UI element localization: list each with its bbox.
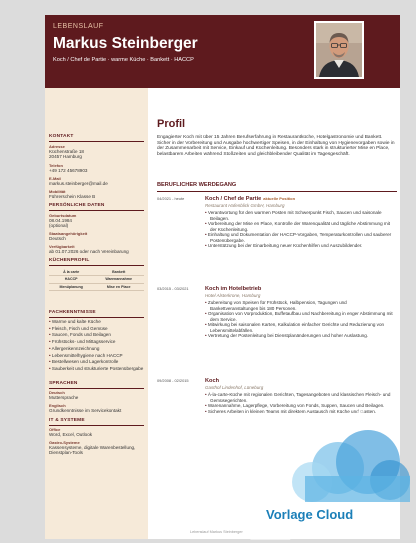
job-title: Koch im Hotelbetrieb — [205, 285, 262, 292]
job-company: Hotel Alsterkrone, Hamburg — [205, 293, 261, 298]
job-company: Restaurant Hafenblick GmbH, Hamburg — [205, 203, 285, 208]
watermark-brand: Vorlage Cloud — [266, 507, 354, 522]
gastro-systems-value: Kassensysteme, digitale Warenbestellung, Dienstplan-Tools — [49, 445, 136, 456]
experience-heading: BERUFLICHER WERDEGANG — [157, 182, 237, 188]
list-item: • À-la-carte-Küche mit regionalen Gerichten, Tagesangeboten und klassischen Fleisch- und Gemüsegerichten. — [205, 392, 395, 403]
divider — [49, 317, 144, 318]
list-item: • Saucen, Fonds und Beilagen — [49, 332, 143, 339]
job-bullets — [205, 300, 395, 339]
list-item: • Einhaltung und Dokumentation der HACCP-Vorgaben, Temperaturkontrollen und sauberer Postenübergabe. — [205, 232, 395, 243]
personal-data-heading: PERSÖNLICHE DATEN — [49, 203, 105, 208]
page-footer: Lebenslauf Markus Steinberger — [190, 530, 243, 534]
sidebar — [45, 88, 148, 539]
list-item: • Warenannahme, Lagerpflege, Vorbereitung von Fonds, Suppen, Saucen und Beilagen. — [205, 403, 395, 409]
divider — [49, 141, 144, 142]
resume-header — [45, 15, 400, 88]
table-cell: HACCP — [49, 276, 93, 284]
table-row — [49, 276, 144, 284]
list-item: • Frühstücks- und Mittagsservice — [49, 339, 143, 346]
divider — [49, 265, 144, 266]
list-item: • Warme und kalte Küche — [49, 319, 143, 326]
address-value: Küchenstraße 18 20457 Hamburg — [49, 149, 84, 160]
skills-heading: FACHKENNTNISSE — [49, 310, 96, 315]
table-cell: À la carte — [49, 268, 93, 276]
gastro-systems-label: Gastro-Systeme — [49, 440, 80, 445]
table-cell: Bankett — [93, 268, 144, 276]
table-cell: Menüplanung — [49, 283, 93, 291]
table-cell: Mise en Place — [93, 283, 144, 291]
job-bullets — [205, 210, 395, 249]
list-item: • Lebensmittelhygiene nach HACCP — [49, 353, 143, 360]
contact-heading: KONTAKT — [49, 134, 74, 139]
list-item: • Vertretung der Postenleitung bei Dienstplanänderungen und hoher Auslastung. — [205, 333, 395, 339]
candidate-tagline: Koch / Chef de Partie · warme Küche · Bankett · HACCP — [53, 57, 194, 63]
divider — [49, 425, 144, 426]
table-row — [49, 268, 144, 276]
job-date: 09/2008 - 02/2015 — [157, 378, 189, 383]
job-title — [205, 196, 295, 202]
list-item: • Verantwortung für den warmen Posten mit Schwerpunkt Fisch, Saucen und saisonale Beilagen. — [205, 210, 395, 221]
list-item: • Fleisch, Fisch und Gemüse — [49, 326, 143, 333]
profile-title: Profil — [157, 118, 186, 130]
mobility-value: Führerschein Klasse B — [49, 194, 96, 199]
list-item: • Organisation von Vorproduktion, Buffetaufbau und Nachbereitung in enger Abstimmung mit dem Service. — [205, 311, 395, 322]
list-item: • Allergenkennzeichnung — [49, 346, 143, 353]
job-date: 03/2015 - 03/2021 — [157, 286, 189, 291]
languages-heading: SPRACHEN — [49, 381, 78, 386]
english-label: Englisch — [49, 403, 66, 408]
office-label: Office — [49, 427, 61, 432]
english-value: Grundkenntnisse im Servicekontakt — [49, 408, 122, 413]
availability-value: ab 01.07.2026 oder nach Vereinbarung — [49, 249, 129, 254]
mobility-label: Mobilität — [49, 189, 66, 194]
email-value: markus.steinberger@mail.de — [49, 181, 108, 186]
job-date: 04/2021 - heute — [157, 196, 185, 201]
list-item: • Mitwirkung bei saisonalen Karten, Kalkulation einfacher Gerichte und Reduzierung von Lebensmittelabfällen. — [205, 322, 395, 333]
skills-list — [49, 319, 143, 373]
list-item: • Vorbereitung der Mise en Place, Kontrolle der Warenqualität und tägliche Abstimmung mit der Küchenleitung. — [205, 221, 395, 232]
kitchen-profile-table — [49, 268, 144, 291]
job-company: Gasthof Lindenhof, Lüneburg — [205, 385, 264, 390]
phone-value: +49 172 45678903 — [49, 168, 88, 173]
list-item: • Zubereitung von Speisen für Frühstück, Halbpension, Tagungen und Bankettveranstaltungen bis 180 Personen. — [205, 300, 395, 311]
table-cell: Warenannahme — [93, 276, 144, 284]
candidate-name: Markus Steinberger — [53, 35, 198, 52]
divider — [49, 388, 144, 389]
birth-label: Geburtsdatum — [49, 213, 77, 218]
nationality-label: Staatsangehörigkeit — [49, 231, 88, 236]
divider — [49, 210, 144, 211]
office-value: Word, Excel, Outlook — [49, 432, 93, 437]
german-label: Deutsch — [49, 390, 65, 395]
nationality-value: Deutsch — [49, 236, 66, 241]
german-value: Muttersprache — [49, 395, 79, 400]
divider — [157, 191, 397, 192]
phone-label: Telefon — [49, 163, 63, 168]
list-item: • Sicheres Arbeiten in kleinen Teams mit direktem Austausch mit Küche und Gästen. — [205, 409, 395, 415]
profile-summary: Engagierter Koch mit über 15 Jahren Berufserfahrung in Restaurantküche, Hotelgastronomie und Bankett. Sicher in der Vorbereitung und Ausgabe hochwertiger Speisen, in der Einhaltung von Hygienevorgaben sowie in der Zusammenarbeit mit Service, Einkauf und Küchenleitung. Besonders stark in strukturierter Mise en Place, belastbarem Arbeiten während Stoßzeiten und gleichbleibender Qualität im Tagesgeschäft. — [157, 135, 395, 157]
current-position-badge: aktuelle Position — [263, 195, 296, 201]
profile-photo — [314, 21, 364, 79]
list-item: • Sauberkeit und strukturierte Postenübergabe — [49, 366, 143, 373]
address-label: Adresse — [49, 144, 65, 149]
list-item: • Bestellwesen und Lagerkontrolle — [49, 359, 143, 366]
birth-value: 08.04.1984 (optional) — [49, 218, 72, 229]
job-title-text: Koch / Chef de Partie — [205, 195, 262, 202]
email-label: E-Mail — [49, 176, 61, 181]
it-heading: IT & SYSTEME — [49, 418, 85, 423]
portrait-icon — [316, 23, 362, 77]
kitchen-profile-heading: KÜCHENPROFIL — [49, 258, 90, 263]
list-item: • Unterstützung bei der Einarbeitung neuer Küchenhilfen und Auszubildender. — [205, 243, 395, 249]
availability-label: Verfügbarkeit — [49, 244, 75, 249]
document-type-label: LEBENSLAUF — [53, 23, 104, 30]
table-row — [49, 283, 144, 291]
job-title: Koch — [205, 377, 219, 384]
